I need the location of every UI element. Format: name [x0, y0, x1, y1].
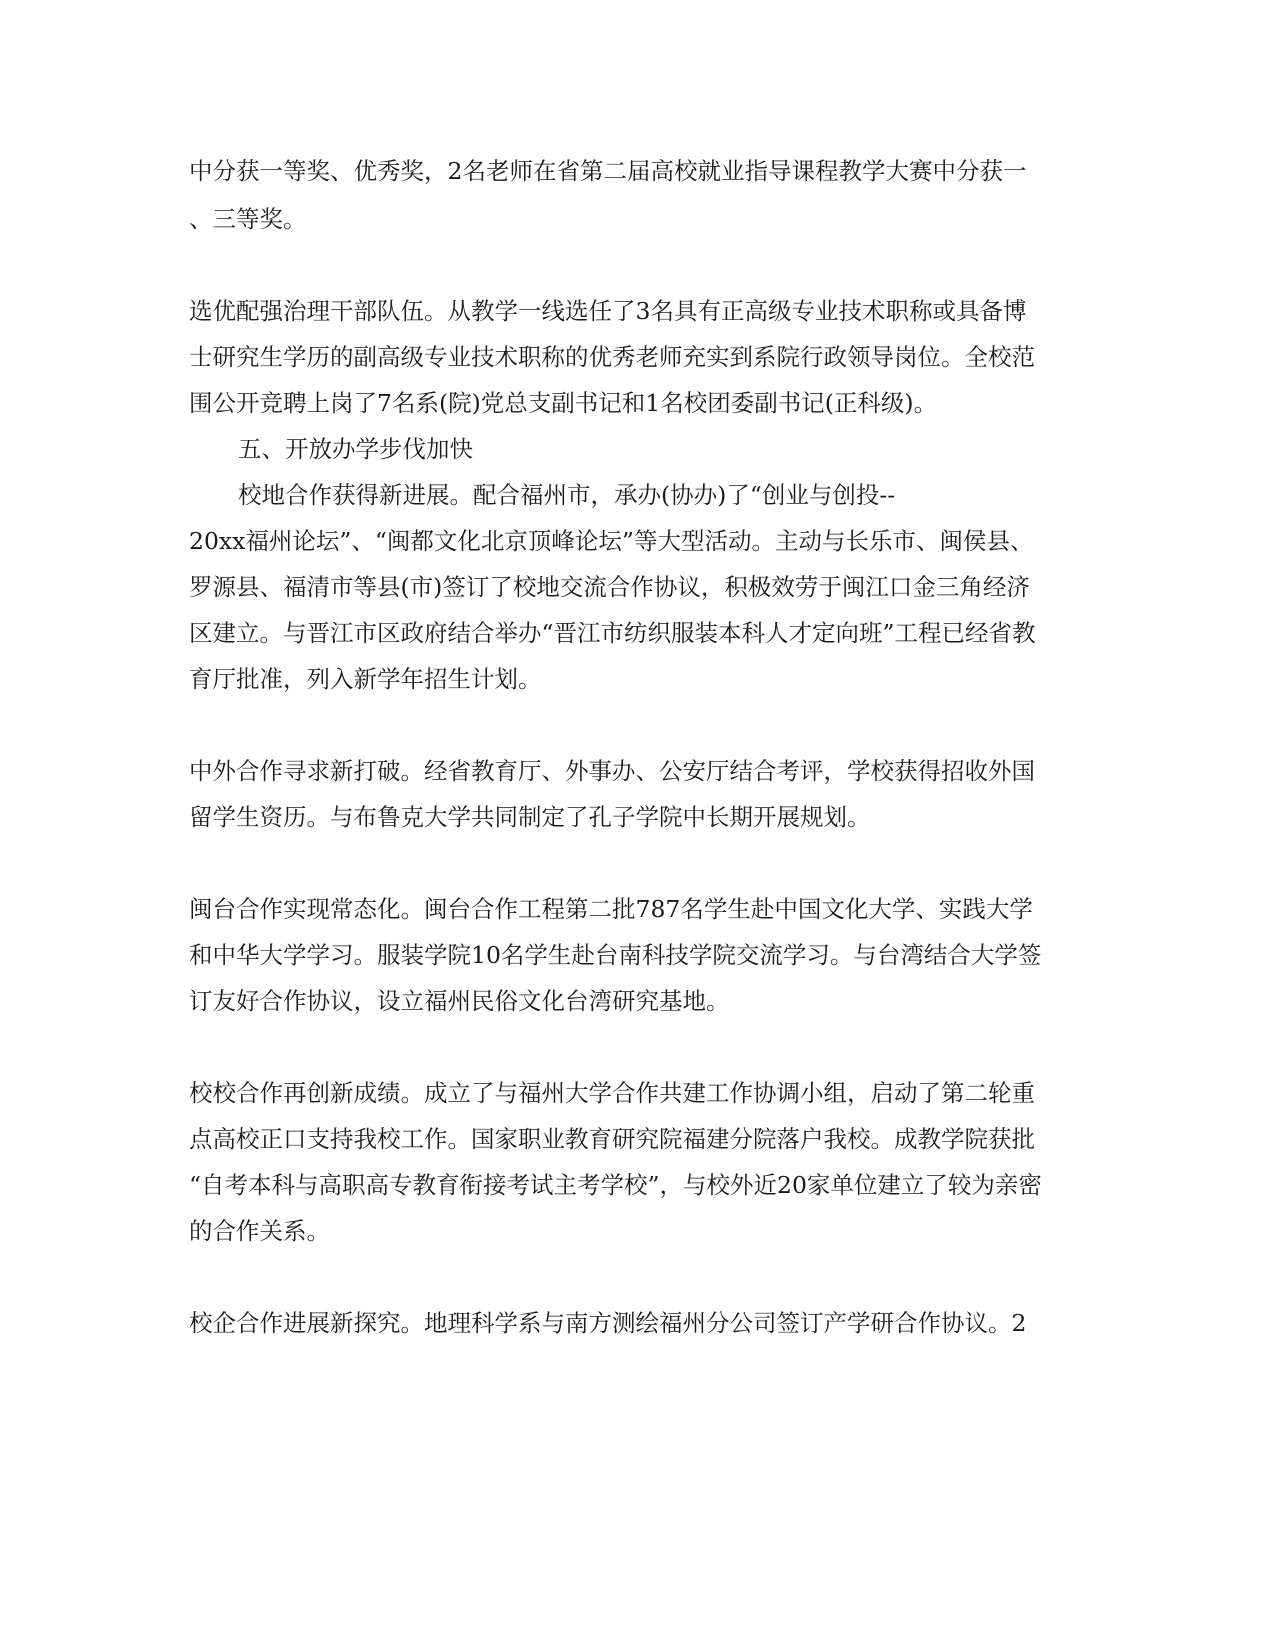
section-heading: 五、开放办学步伐加快 [238, 435, 473, 463]
text-line: 区建立。与晋江市区政府结合举办“晋江市纺织服装本科人才定向班”工程已经省教 [189, 619, 1036, 647]
text-line: 点高校正口支持我校工作。国家职业教育研究院福建分院落户我校。成教学院获批 [189, 1125, 1035, 1153]
text-line: 订友好合作协议，设立福州民俗文化台湾研究基地。 [189, 987, 730, 1015]
text-line: 校校合作再创新成绩。成立了与福州大学合作共建工作协调小组，启动了第二轮重 [189, 1079, 1035, 1107]
text-line: 中外合作寻求新打破。经省教育厅、外事办、公安厅结合考评，学校获得招收外国 [189, 757, 1035, 785]
text-line: 闽台合作实现常态化。闽台合作工程第二批787名学生赴中国文化大学、实践大学 [189, 895, 1033, 923]
text-line: 士研究生学历的副高级专业技术职称的优秀老师充实到系院行政领导岗位。全校范 [189, 343, 1035, 371]
text-line: 罗源县、福清市等县(市)签订了校地交流合作协议，积极效劳于闽江口金三角经济 [189, 573, 1030, 601]
text-line: 育厅批准，列入新学年招生计划。 [189, 665, 542, 693]
text-line: 20xx福州论坛”、“闽都文化北京顶峰论坛”等大型活动。主动与长乐市、闽侯县、 [189, 527, 1034, 555]
text-line: 校企合作进展新探究。地理科学系与南方测绘福州分公司签订产学研合作协议。2 [189, 1309, 1027, 1337]
text-line: “自考本科与高职高专教育衔接考试主考学校”，与校外近20家单位建立了较为亲密 [189, 1171, 1042, 1199]
text-line: 和中华大学学习。服装学院10名学生赴台南科技学院交流学习。与台湾结合大学签 [189, 941, 1042, 969]
text-line: 校地合作获得新进展。配合福州市，承办(协办)了“创业与创投-- [238, 481, 896, 509]
text-line: 的合作关系。 [189, 1217, 330, 1245]
text-line: 中分获一等奖、优秀奖，2名老师在省第二届高校就业指导课程教学大赛中分获一 [189, 157, 1027, 185]
text-line: 选优配强治理干部队伍。从教学一线选任了3名具有正高级专业技术职称或具备博 [189, 297, 1027, 325]
text-line: 围公开竞聘上岗了7名系(院)党总支副书记和1名校团委副书记(正科级)。 [189, 389, 938, 417]
text-line: 、三等奖。 [189, 205, 307, 233]
text-line: 留学生资历。与布鲁克大学共同制定了孔子学院中长期开展规划。 [189, 803, 871, 831]
